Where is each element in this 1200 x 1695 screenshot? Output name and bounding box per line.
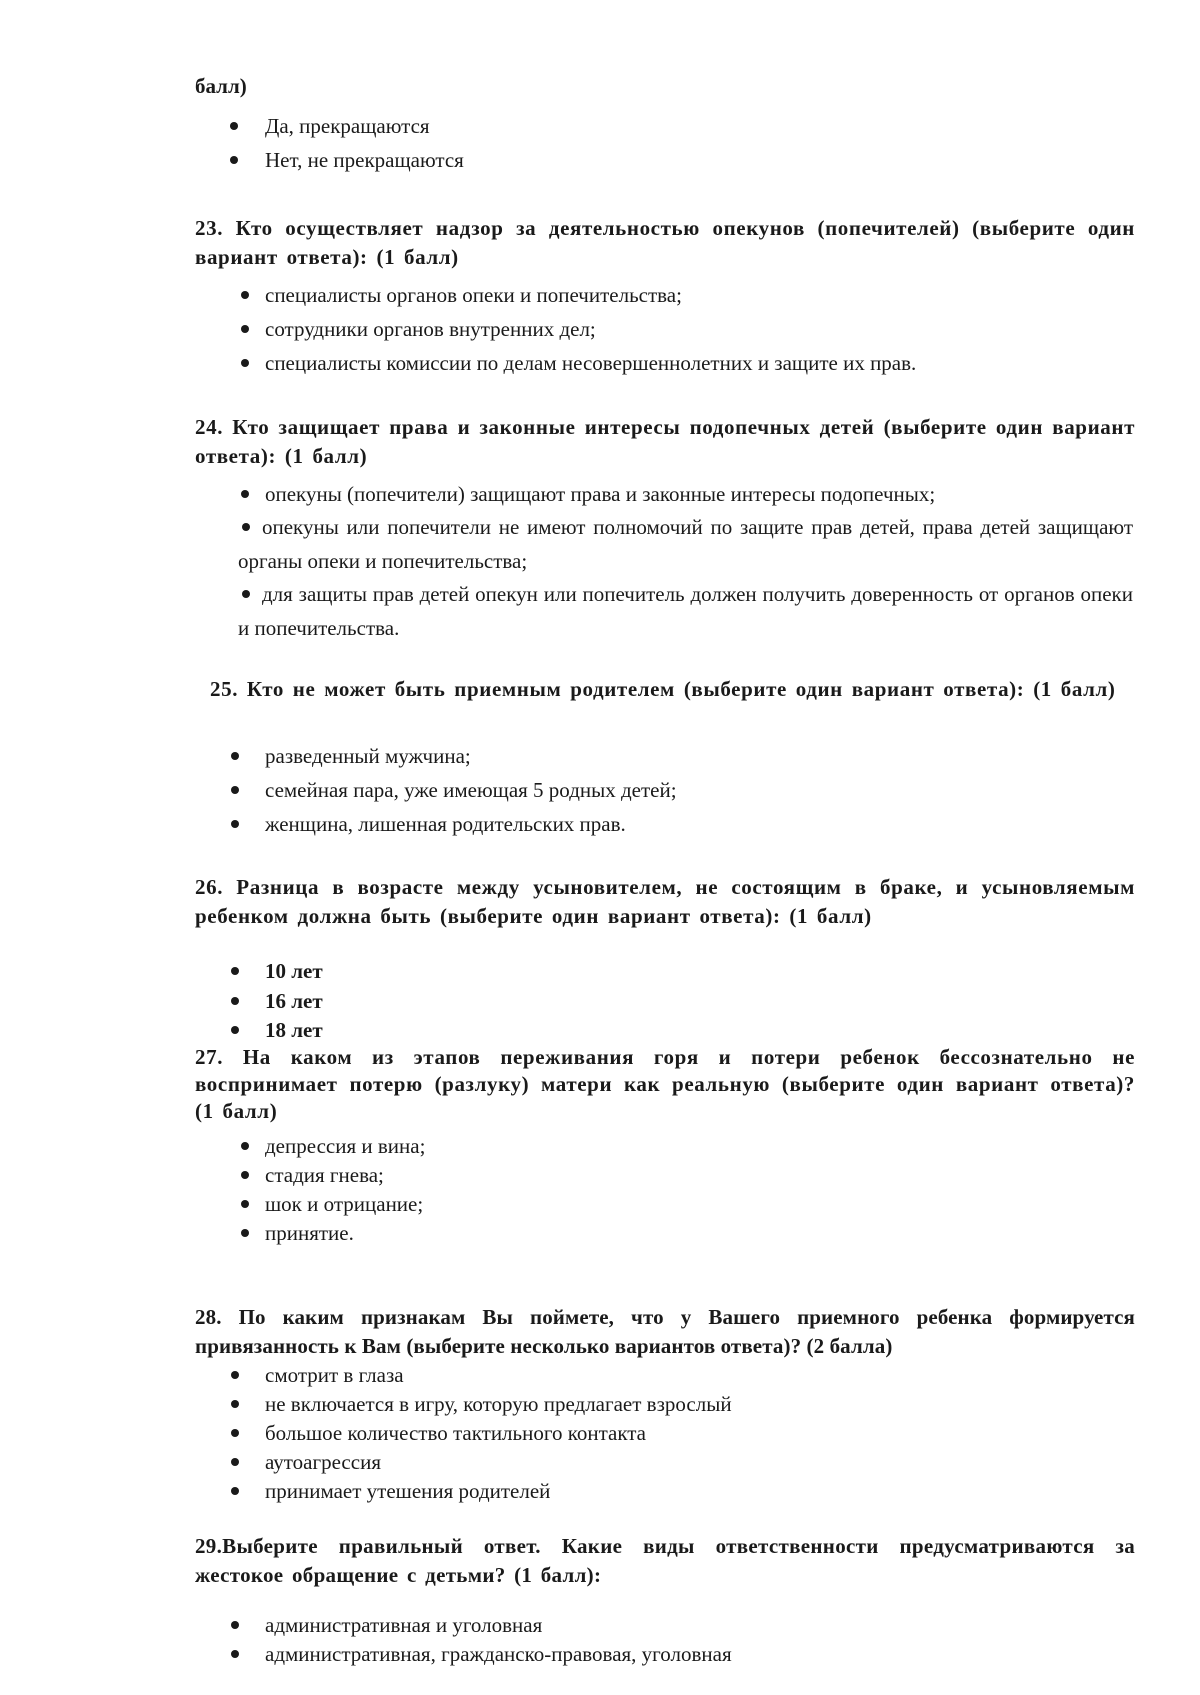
answer-text: смотрит в глаза (265, 1363, 404, 1387)
answer-text: сотрудники органов внутренних дел; (265, 317, 596, 341)
bullet-icon (241, 325, 249, 333)
answer-text: административная, гражданско-правовая, уголовная (265, 1642, 732, 1666)
bullet-icon (241, 1171, 249, 1179)
bullet-icon (241, 1142, 249, 1150)
question-27: 27. На каком из этапов переживания горя и потери ребенок бессознательно не воспринимает потерю (разлуку) матери как реальную (выберите один вариант ответа)? (1 балл) (195, 1045, 1135, 1123)
answer-text: для защиты прав детей опекун или попечитель должен получить доверенность от органов опеки и попечительства. (238, 582, 1133, 640)
bullet-icon (241, 291, 249, 299)
answer-text: 18 лет (265, 1018, 323, 1042)
bullet-icon (231, 1400, 239, 1408)
answer-text: аутоагрессия (265, 1450, 381, 1474)
bullet-icon (230, 156, 238, 164)
bullet-icon (231, 786, 239, 794)
answer-text: семейная пара, уже имеющая 5 родных детей; (265, 778, 677, 802)
answer-text: опекуны или попечители не имеют полномочий по защите прав детей, права детей защищают органы опеки и попечительства; (238, 515, 1133, 573)
answer-text: специалисты комиссии по делам несовершеннолетних и защите их прав. (265, 351, 917, 375)
answer-text: шок и отрицание; (265, 1192, 424, 1216)
answer-text: 16 лет (265, 989, 323, 1013)
question-24: 24. Кто защищает права и законные интересы подопечных детей (выберите один вариант ответа): (1 балл) (195, 415, 1135, 468)
bullet-icon (242, 523, 250, 531)
bullet-icon (231, 1487, 239, 1495)
question-26: 26. Разница в возрасте между усыновителем, не состоящим в браке, и усыновляемым ребенком должна быть (выберите один вариант ответа): (1 балл) (195, 875, 1135, 928)
bullet-icon (231, 997, 239, 1005)
answer-text: Нет, не прекращаются (265, 148, 464, 172)
answer-option (238, 577, 1133, 645)
question-22-tail: балл) (195, 74, 247, 98)
bullet-icon (231, 1371, 239, 1379)
question-28: 28. По каким признакам Вы поймете, что у Вашего приемного ребенка формируется привязанность к Вам (выберите несколько вариантов ответа)? (2 балла) (195, 1305, 1135, 1358)
bullet-icon (231, 1458, 239, 1466)
answer-text: разведенный мужчина; (265, 744, 471, 768)
bullet-icon (231, 820, 239, 828)
question-29: 29.Выберите правильный ответ. Какие виды ответственности предусматриваются за жестокое обращение с детьми? (1 балл): (195, 1534, 1135, 1587)
question-25: 25. Кто не может быть приемным родителем (выберите один вариант ответа): (1 балл) (210, 677, 1116, 701)
answer-text: женщина, лишенная родительских прав. (265, 812, 626, 836)
answer-text: Да, прекращаются (265, 114, 430, 138)
answer-text: административная и уголовная (265, 1613, 543, 1637)
bullet-icon (231, 1429, 239, 1437)
bullet-icon (231, 1026, 239, 1034)
bullet-icon (231, 1621, 239, 1629)
bullet-icon (241, 1200, 249, 1208)
answer-option (238, 510, 1133, 578)
answer-text: депрессия и вина; (265, 1134, 426, 1158)
bullet-icon (231, 967, 239, 975)
answer-text: не включается в игру, которую предлагает взрослый (265, 1392, 732, 1416)
answer-text: 10 лет (265, 959, 323, 983)
answer-text: большое количество тактильного контакта (265, 1421, 647, 1445)
answer-text: опекуны (попечители) защищают права и законные интересы подопечных; (265, 482, 936, 506)
answer-text: специалисты органов опеки и попечительства; (265, 283, 682, 307)
answer-text: стадия гнева; (265, 1163, 384, 1187)
bullet-icon (241, 490, 249, 498)
bullet-icon (241, 359, 249, 367)
bullet-icon (231, 1650, 239, 1658)
answer-text: принимает утешения родителей (265, 1479, 551, 1503)
bullet-icon (242, 590, 250, 598)
question-23: 23. Кто осуществляет надзор за деятельностью опекунов (попечителей) (выберите один вариант ответа): (1 балл) (195, 216, 1135, 269)
bullet-icon (241, 1229, 249, 1237)
bullet-icon (231, 752, 239, 760)
bullet-icon (230, 122, 238, 130)
answer-text: принятие. (265, 1221, 354, 1245)
